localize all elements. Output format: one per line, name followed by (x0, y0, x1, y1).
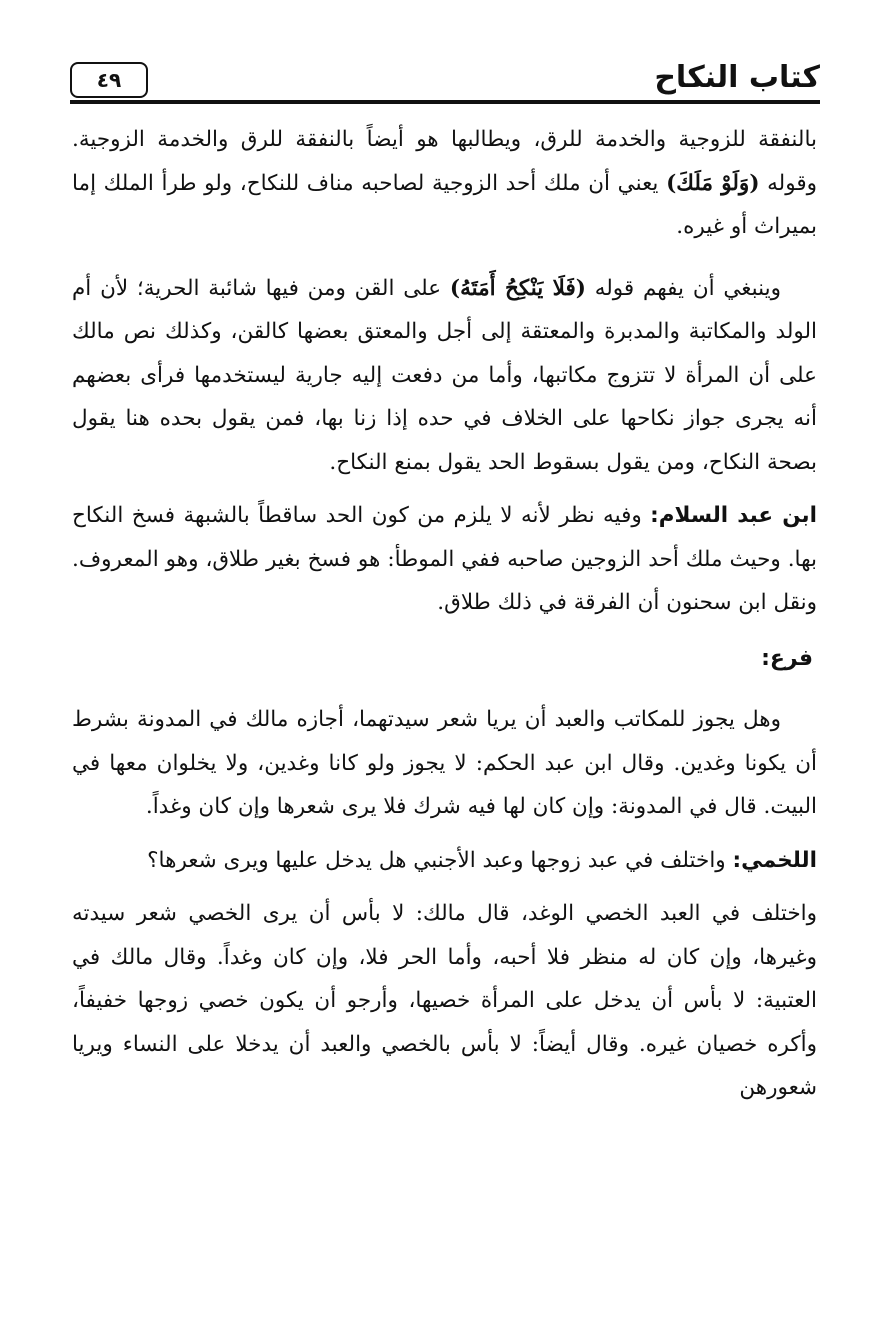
paragraph-6 (72, 892, 817, 1110)
text-line: وحيث ملك أحد الزوجين صاحبه ففي الموطأ: هو فسخ بغير طلاق، وهو المعروف. (72, 546, 781, 572)
section-heading: فرع: (761, 645, 813, 671)
text-line: ومن يقول بسقوط الحد يقول بمنع النكاح. (329, 449, 696, 475)
text-line: الولد والمكاتبة والمدبرة والمعتقة إلى أجل والمعتق بعضها كالقن، وكذلك نص مالك على (72, 319, 817, 388)
page-body (72, 118, 817, 1110)
paragraph-3 (72, 494, 817, 625)
text-line: وهل يجوز للمكاتب والعبد أن يريا شعر سيدتهما، أجازه مالك في المدونة بشرط أن (72, 707, 817, 776)
paragraph-4 (72, 698, 817, 829)
text-line: يكونا وغدين. وقال ابن عبد الحكم: لا يجوز ولو كانا وغدين، ولا يخلوان معها في (72, 750, 787, 776)
text-line: أن المرأة لا تتزوج مكاتبها، وأما من دفعت إليه جارية ليستخدمها فرأى بعضهم أنه يجرى (72, 362, 817, 431)
text-line: وفيه نظر لأنه لا يلزم من كون الحد ساقطاً بالشبهة فسخ النكاح بها. (72, 503, 817, 572)
text-line: واختلف في عبد زوجها وعبد الأجنبي هل يدخل عليها ويرى شعرها؟ (147, 847, 733, 873)
text-line: واختلف في العبد الخصي الوغد، قال مالك: لا بأس أن يرى الخصي شعر سيدته (72, 901, 817, 926)
quran-quote: (وَلَوْ مَلَكَ) (666, 170, 760, 196)
text-line: بالنفقة للزوجية والخدمة للرق، ويطالبها هو أيضاً بالنفقة للرق والخدمة الزوجية. وقوله (72, 127, 817, 196)
paragraph-2 (72, 267, 817, 485)
text-line: جواز نكاحها على الخلاف في حده إذا زنا بها، فمن يقول بحده هنا يقول بصحة النكاح، (72, 406, 817, 475)
page-number: ٤٩ (96, 68, 122, 92)
text-line: يعني أن ملك أحد الزوجية لصاحبه مناف للنكاح، ولو طرأ الملك إما (72, 170, 667, 196)
speaker-name: ابن عبد السلام: (650, 503, 817, 528)
text-line: البيت. قال في المدونة: وإن كان لها فيه شرك فلا يرى شعرها وإن كان وغداً. (145, 794, 817, 819)
book-title: كتاب النكاح (654, 60, 820, 95)
text-line: بميراث أو غيره. (676, 214, 817, 239)
page-number-box (70, 62, 148, 98)
text-line: خصيان غيره. وقال أيضاً: لا بأس بالخصي والعبد أن يدخلا على النساء ويريا شعورهن (72, 1031, 817, 1100)
quran-quote: (فَلَا يَنْكِحُ أَمَتَهُ) (449, 275, 586, 301)
paragraph-1 (72, 118, 817, 249)
text-line: ونقل ابن سحنون أن الفرقة في ذلك طلاق. (437, 590, 817, 615)
text-line: وينبغي أن يفهم قوله (585, 275, 781, 301)
text-line: على القن ومن فيها شائبة الحرية؛ لأن أم (72, 275, 450, 301)
speaker-name: اللخمي: (732, 847, 817, 873)
text-line: وغيرها، وإن كان له منظر فلا أحبه، وأما الحر فلا، وإن كان وغداً. وقال مالك في العتبية: (72, 944, 817, 1013)
header-rule (70, 100, 820, 104)
page-header (70, 58, 820, 108)
paragraph-5 (72, 839, 817, 883)
text-line: لا بأس أن يدخل على المرأة خصيها، وأرجو أن يكون خصي زوجها خفيفاً، وأكره (72, 988, 817, 1057)
